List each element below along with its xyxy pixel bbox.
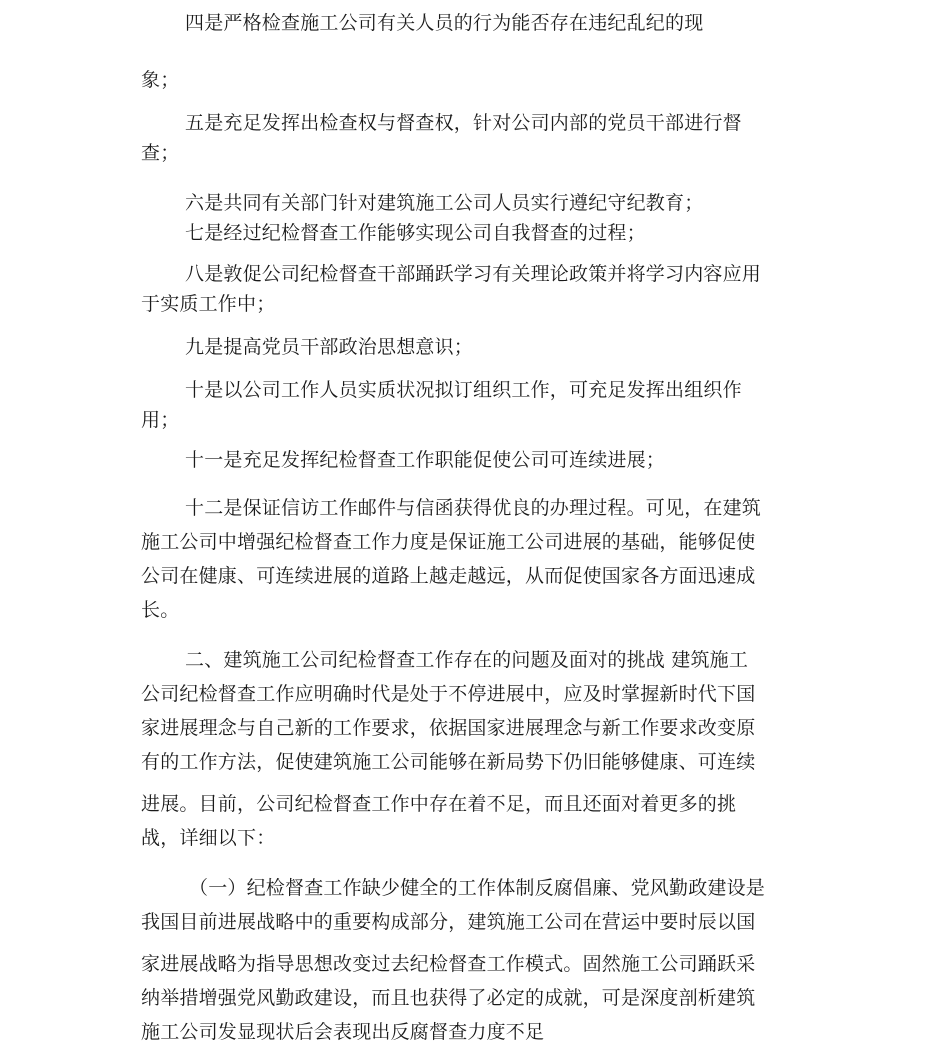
text-line-item-7: 七是经过纪检督查工作能够实现公司自我督查的过程； [185, 222, 646, 244]
text-line-item-6: 六是共同有关部门针对建筑施工公司人员实行遵纪守纪教育； [185, 192, 704, 214]
text-line-item-10-cont: 用； [141, 409, 180, 431]
section-heading-line: 二、建筑施工公司纪检督查工作存在的问题及面对的挑战 建筑施工 [185, 649, 749, 671]
text-line-item-5: 五是充足发挥出检查权与督查权，针对公司内部的党员干部进行督 [185, 112, 742, 134]
text-line-section-2: 公司纪检督查工作应明确时代是处于不停进展中，应及时掌握新时代下国 [141, 683, 756, 705]
text-line-item-8-cont: 于实质工作中； [141, 293, 276, 315]
text-line-subsection-5: 施工公司发显现状后会表现出反腐督查力度不足 [141, 1021, 545, 1043]
text-line-subsection-3: 家进展战略为指导思想改变过去纪检督查工作模式。固然施工公司踊跃采 [141, 953, 756, 975]
text-line-item-12: 十二是保证信访工作邮件与信函获得优良的办理过程。可见，在建筑 [185, 497, 762, 519]
text-line-item-11: 十一是充足发挥纪检督查工作职能促使公司可连续进展； [185, 449, 666, 471]
text-line-item-8: 八是敦促公司纪检督查干部踊跃学习有关理论政策并将学习内容应用 [185, 263, 762, 285]
text-line-section-6: 战，详细以下： [141, 827, 276, 849]
text-line-subsection-2: 我国目前进展战略中的重要构成部分，建筑施工公司在营运中要时辰以国 [141, 911, 756, 933]
text-line-section-3: 家进展理念与自己新的工作要求，依据国家进展理念与新工作要求改变原 [141, 717, 756, 739]
text-line-para-12-2: 施工公司中增强纪检督查工作力度是保证施工公司进展的基础，能够促使 [141, 531, 756, 553]
subsection-heading-line: （一）纪检督查工作缺少健全的工作体制反腐倡廉、党风勤政建设是 [189, 877, 766, 899]
text-line-item-4: 四是严格检查施工公司有关人员的行为能否存在违纪乱纪的现 [185, 12, 704, 34]
text-line-item-10: 十是以公司工作人员实质状况拟订组织工作，可充足发挥出组织作 [185, 379, 742, 401]
text-line-section-5: 进展。目前，公司纪检督查工作中存在着不足，而且还面对着更多的挑 [141, 793, 737, 815]
text-line-section-4: 有的工作方法，促使建筑施工公司能够在新局势下仍旧能够健康、可连续 [141, 751, 756, 773]
text-line-item-5-cont: 查； [141, 142, 180, 164]
text-line-para-12-3: 公司在健康、可连续进展的道路上越走越远，从而促使国家各方面迅速成 [141, 565, 756, 587]
text-line-item-9: 九是提高党员干部政治思想意识； [185, 336, 474, 358]
text-line-subsection-4: 纳举措增强党风勤政建设，而且也获得了必定的成就，可是深度剖析建筑 [141, 987, 756, 1009]
text-line-para-12-4: 长。 [141, 599, 180, 621]
text-line-item-4-cont: 象； [141, 69, 180, 91]
